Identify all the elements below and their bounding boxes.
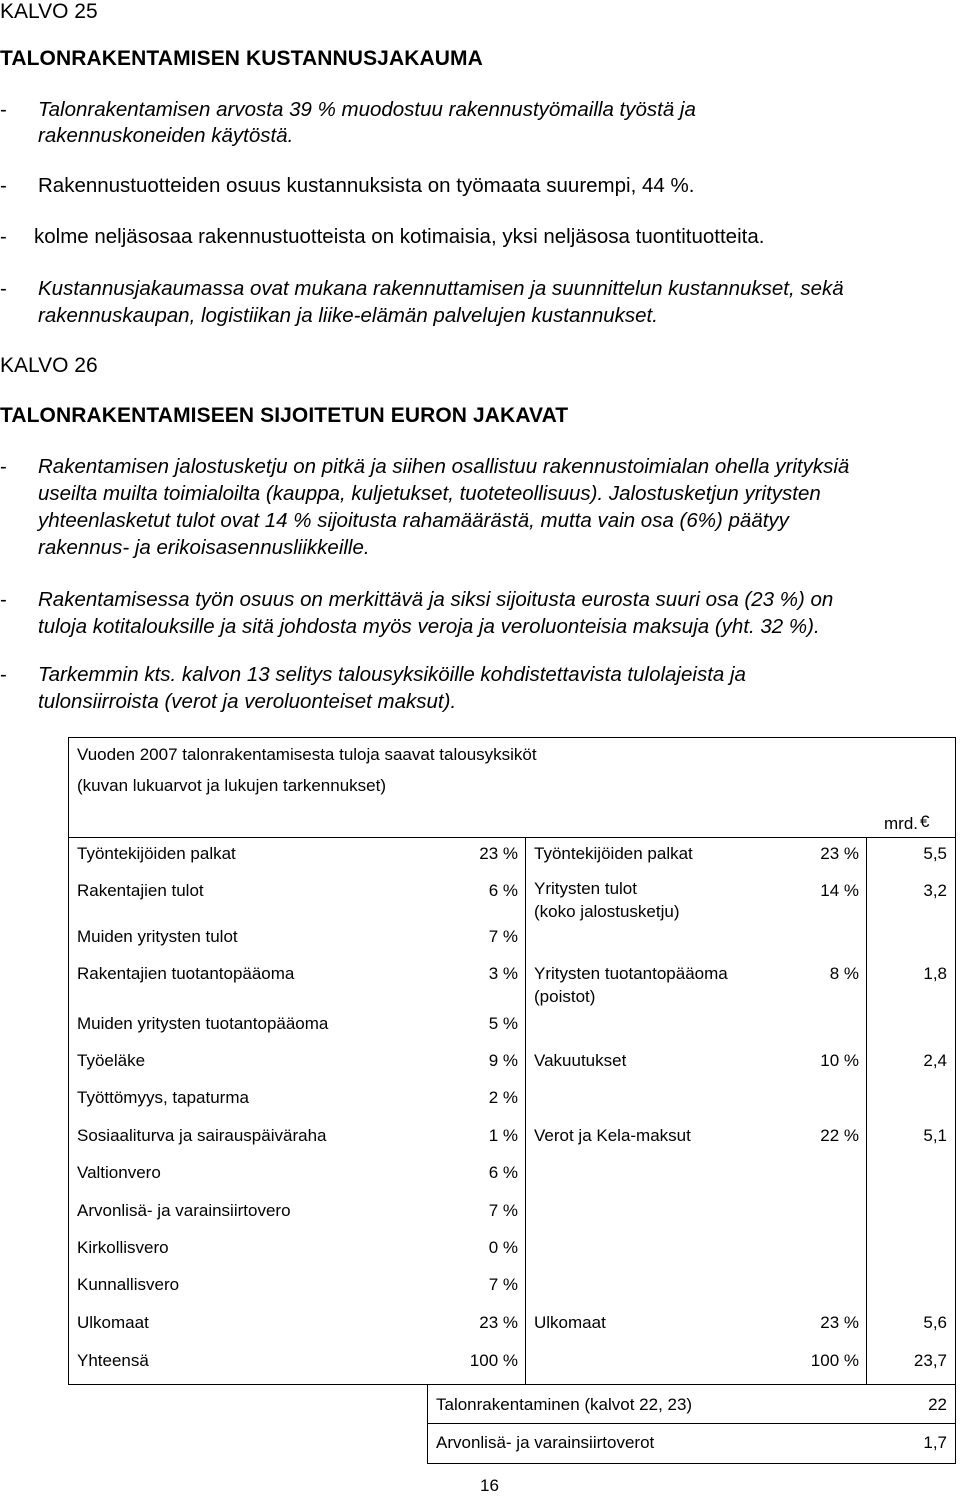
left-row-pct: 2 % xyxy=(488,1088,518,1107)
right-row-mrd: 3,2 xyxy=(923,881,947,900)
right-row-pct: 14 % xyxy=(820,881,859,900)
left-row-pct: 5 % xyxy=(488,1014,518,1033)
table-border-left xyxy=(68,737,69,1385)
left-row-pct: 6 % xyxy=(488,1163,518,1182)
right-row-pct: 22 % xyxy=(820,1126,859,1145)
right-row-mrd: 1,8 xyxy=(923,964,947,983)
right-row-label: Työntekijöiden palkat xyxy=(534,844,693,863)
left-row-label: Sosiaaliturva ja sairauspäiväraha xyxy=(77,1126,327,1145)
bullet-dash: - xyxy=(0,174,7,197)
left-row-label: Yhteensä xyxy=(77,1351,149,1370)
left-row-label: Valtionvero xyxy=(77,1163,161,1182)
bullet-line: kolme neljäsosaa rakennustuotteista on kotimaisia, yksi neljäsosa tuontituotteita. xyxy=(34,225,765,248)
bullet-line: useilta muilta toimialoilta (kauppa, kuljetukset, tuoteteollisuus). Jalostusketjun yritysten xyxy=(38,482,821,505)
left-row-label: Kunnallisvero xyxy=(77,1275,180,1294)
table-border-top xyxy=(68,737,956,738)
euro-icon: € xyxy=(920,812,930,831)
left-row-label: Rakentajien tulot xyxy=(77,881,204,900)
right-row-label: Yritysten tulot xyxy=(534,879,637,898)
bullet-line: tulonsiirroista (verot ja veroluonteiset maksut). xyxy=(38,690,457,713)
right-row-label-note: (poistot) xyxy=(534,987,596,1006)
right-row-mrd: 2,4 xyxy=(923,1051,947,1070)
left-row-label: Työeläke xyxy=(77,1051,146,1070)
right-row-pct: 23 % xyxy=(820,844,859,863)
left-row-pct: 23 % xyxy=(479,844,518,863)
footer-border-bottom xyxy=(427,1463,956,1464)
left-row-pct: 1 % xyxy=(488,1126,518,1145)
table-divider-mid xyxy=(866,837,867,1385)
slide-label-26: KALVO 26 xyxy=(0,354,98,377)
footer-row-label: Talonrakentaminen (kalvot 22, 23) xyxy=(436,1395,693,1414)
heading-cost-distribution: TALONRAKENTAMISEN KUSTANNUSJAKAUMA xyxy=(0,47,483,70)
bullet-dash: - xyxy=(0,663,7,686)
bullet-line: rakennus- ja erikoisasennusliikkeille. xyxy=(38,536,370,559)
bullet-dash: - xyxy=(0,277,7,300)
bullet-line: rakennuskoneiden käytöstä. xyxy=(38,124,294,147)
right-row-label: Vakuutukset xyxy=(534,1051,627,1070)
left-row-label: Muiden yritysten tuotantopääoma xyxy=(77,1014,329,1033)
bullet-line: Kustannusjakaumassa ovat mukana rakennuttamisen ja suunnittelun kustannukset, sekä xyxy=(38,277,844,300)
left-row-pct: 7 % xyxy=(488,1275,518,1294)
left-row-pct: 0 % xyxy=(488,1238,518,1257)
bullet-line: Rakennustuotteiden osuus kustannuksista on työmaata suurempi, 44 %. xyxy=(38,174,695,197)
unit-label: mrd. xyxy=(884,814,918,833)
footer-border-left xyxy=(427,1384,428,1464)
right-row-pct: 8 % xyxy=(829,964,859,983)
bullet-dash: - xyxy=(0,455,7,478)
left-row-label: Työttömyys, tapaturma xyxy=(77,1088,249,1107)
right-row-pct: 10 % xyxy=(820,1051,859,1070)
footer-row-label: Arvonlisä- ja varainsiirtoverot xyxy=(436,1433,655,1452)
left-row-label: Muiden yritysten tulot xyxy=(77,927,238,946)
right-row-label-note: (koko jalostusketju) xyxy=(534,902,680,921)
left-row-pct: 3 % xyxy=(488,964,518,983)
left-row-label: Työntekijöiden palkat xyxy=(77,844,236,863)
left-row-pct: 7 % xyxy=(488,1201,518,1220)
left-row-label: Kirkollisvero xyxy=(77,1238,169,1257)
footer-row-value: 1,7 xyxy=(923,1433,947,1452)
heading-euro-distribution: TALONRAKENTAMISEEN SIJOITETUN EURON JAKAVAT xyxy=(0,404,569,427)
bullet-line: Tarkemmin kts. kalvon 13 selitys talousyksiköille kohdistettavista tulolajeista ja xyxy=(38,663,746,686)
table-divider-left xyxy=(525,837,526,1385)
table-border-right xyxy=(955,737,956,1385)
bullet-line: rakennuskaupan, logistiikan ja liike-elämän palvelujen kustannukset. xyxy=(38,304,658,327)
bullet-dash: - xyxy=(0,588,7,611)
right-row-mrd: 5,1 xyxy=(923,1126,947,1145)
right-row-label: Yritysten tuotantopääoma xyxy=(534,964,728,983)
bullet-line: tuloja kotitalouksille ja sitä johdosta myös veroja ja veroluonteisia maksuja (yht. 32 %). xyxy=(38,615,820,638)
left-row-label: Ulkomaat xyxy=(77,1313,149,1332)
left-row-label: Rakentajien tuotantopääoma xyxy=(77,964,295,983)
right-row-label: Verot ja Kela-maksut xyxy=(534,1126,691,1145)
bullet-line: Talonrakentamisen arvosta 39 % muodostuu rakennustyömailla työstä ja xyxy=(38,98,696,121)
left-row-pct: 6 % xyxy=(488,881,518,900)
table-title: Vuoden 2007 talonrakentamisesta tuloja saavat talousyksiköt xyxy=(77,745,537,764)
right-row-mrd: 5,5 xyxy=(923,844,947,863)
footer-border-right xyxy=(955,1384,956,1464)
left-row-pct: 23 % xyxy=(479,1313,518,1332)
right-row-mrd: 23,7 xyxy=(913,1351,947,1370)
table-header-divider xyxy=(68,837,956,838)
footer-row-value: 22 xyxy=(928,1395,947,1414)
bullet-dash: - xyxy=(0,98,7,121)
slide-label-25: KALVO 25 xyxy=(0,0,98,23)
bullet-line: Rakentamisessa työn osuus on merkittävä ja siksi sijoitusta eurosta suuri osa (23 %) on xyxy=(38,588,834,611)
left-row-pct: 9 % xyxy=(488,1051,518,1070)
left-row-pct: 100 % xyxy=(469,1351,518,1370)
page-number: 16 xyxy=(480,1476,499,1495)
right-row-mrd: 5,6 xyxy=(923,1313,947,1332)
footer-border-mid xyxy=(427,1423,956,1424)
right-row-pct: 23 % xyxy=(820,1313,859,1332)
bullet-dash: - xyxy=(0,225,7,248)
table-subtitle: (kuvan lukuarvot ja lukujen tarkennukset) xyxy=(77,776,386,795)
left-row-label: Arvonlisä- ja varainsiirtovero xyxy=(77,1201,291,1220)
left-row-pct: 7 % xyxy=(488,927,518,946)
bullet-line: yhteenlasketut tulot ovat 14 % sijoitusta rahamäärästä, mutta vain osa (6%) päätyy xyxy=(38,509,789,532)
table-border-bottom xyxy=(68,1384,956,1385)
right-row-label: Ulkomaat xyxy=(534,1313,606,1332)
bullet-line: Rakentamisen jalostusketju on pitkä ja siihen osallistuu rakennustoimialan ohella yrityksiä xyxy=(38,455,850,478)
right-row-pct: 100 % xyxy=(810,1351,859,1370)
